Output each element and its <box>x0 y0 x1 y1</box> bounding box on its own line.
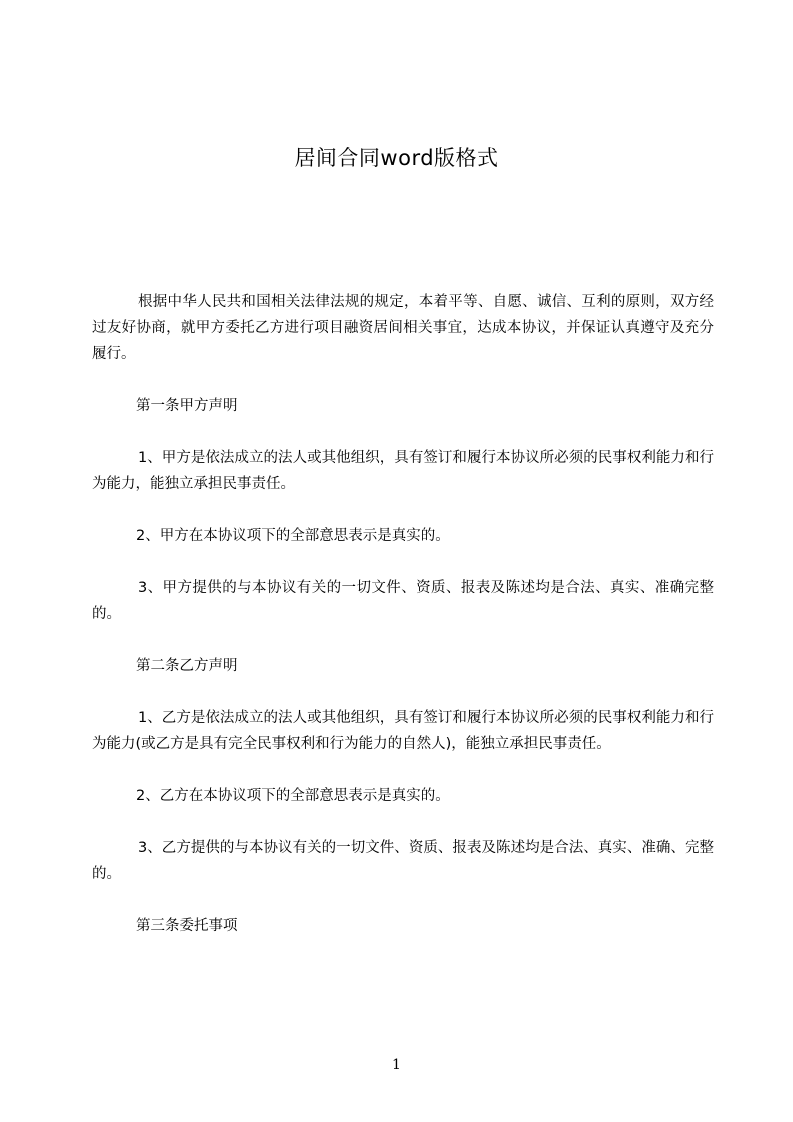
document-title: 居间合同word版格式 <box>294 146 499 170</box>
document-body <box>92 289 714 939</box>
section-1-heading: 第一条甲方声明 <box>136 398 238 414</box>
section-2-item-1: 1、乙方是依法成立的法人或其他组织，具有签订和履行本协议所必须的民事权利能力和行为能力(或乙方是具有完全民事权利和行为能力的自然人)，能独立承担民事责任。 <box>92 710 714 752</box>
section-3-heading: 第三条委托事项 <box>136 918 238 934</box>
section-2-heading: 第二条乙方声明 <box>136 658 238 674</box>
section-1-item-1: 1、甲方是依法成立的法人或其他组织，具有签订和履行本协议所必须的民事权利能力和行为能力，能独立承担民事责任。 <box>92 450 714 492</box>
section-2-item-2: 2、乙方在本协议项下的全部意思表示是真实的。 <box>136 788 450 804</box>
page-number: 1 <box>392 1057 401 1073</box>
section-1-item-2: 2、甲方在本协议项下的全部意思表示是真实的。 <box>136 528 450 544</box>
section-1-item-3: 3、甲方提供的与本协议有关的一切文件、资质、报表及陈述均是合法、真实、准确完整的。 <box>92 580 714 622</box>
section-2-item-3: 3、乙方提供的与本协议有关的一切文件、资质、报表及陈述均是合法、真实、准确、完整的。 <box>92 840 714 882</box>
intro-paragraph: 根据中华人民共和国相关法律法规的规定，本着平等、自愿、诚信、互利的原则，双方经过友好协商，就甲方委托乙方进行项目融资居间相关事宜，达成本协议，并保证认真遵守及充分履行。 <box>92 294 714 362</box>
